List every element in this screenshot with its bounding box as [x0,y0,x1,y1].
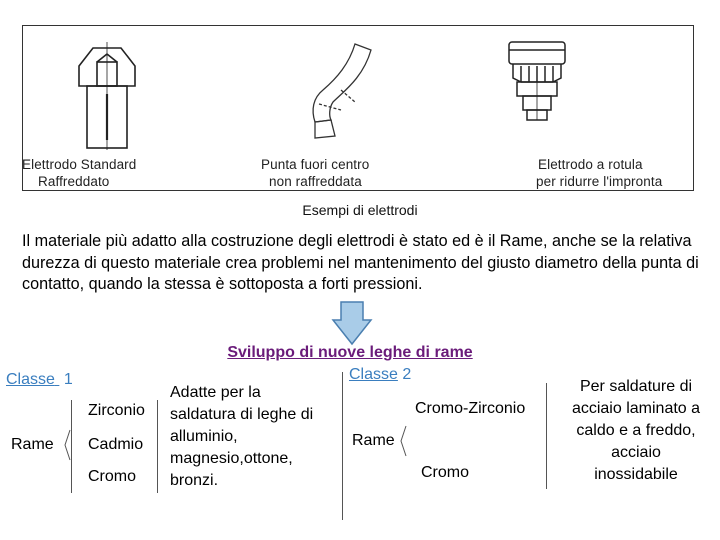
class1-base: Rame [11,436,54,453]
class2-divider [546,383,547,489]
section-title: Sviluppo di nuove leghe di rame [227,344,473,361]
off-center-tip-caption: Punta fuori centro non raffreddata [261,157,370,189]
intro-paragraph: Il materiale più adatto alla costruzione degli elettrodi è stato ed è il Rame, anche se la relativa durezza di questo materiale crea problemi nel mantenimento del giusto diametro della punta di contatto, quando la stessa è sottoposta a forti pressioni. [22,232,699,293]
ball-joint-caption: Elettrodo a rotula per ridurre l'impronta [536,157,663,189]
off-center-tip-drawing [285,40,375,152]
figure-caption: Esempi di elettrodi [302,202,418,218]
electrode-figure [22,25,694,191]
class1-element: Cromo [88,468,137,485]
ball-joint-electrode-drawing [487,38,587,150]
down-arrow-icon [331,300,373,346]
class2-base: Rame [352,432,395,449]
class2-brace [398,424,408,458]
class1-element: Zirconio [88,402,145,419]
class1-label: Classe 1 [6,371,73,388]
class1-bracket-line [71,400,72,493]
class2-element: Cromo [421,464,470,481]
class1-element: Cadmio [88,436,144,453]
class2-use: Per saldature di acciaio laminato a caldo e a freddo, acciaio inossidabile [571,378,701,483]
class-separator [342,372,343,520]
class1-use: Adatte per la saldatura di leghe di alluminio, magnesio,ottone, bronzi. [170,384,314,489]
class1-divider [157,400,158,493]
standard-electrode-drawing [63,40,153,152]
class2-element: Cromo-Zirconio [415,400,526,417]
standard-electrode-caption: Elettrodo Standard Raffreddato [22,157,137,189]
class2-label: Classe 2 [349,366,412,383]
